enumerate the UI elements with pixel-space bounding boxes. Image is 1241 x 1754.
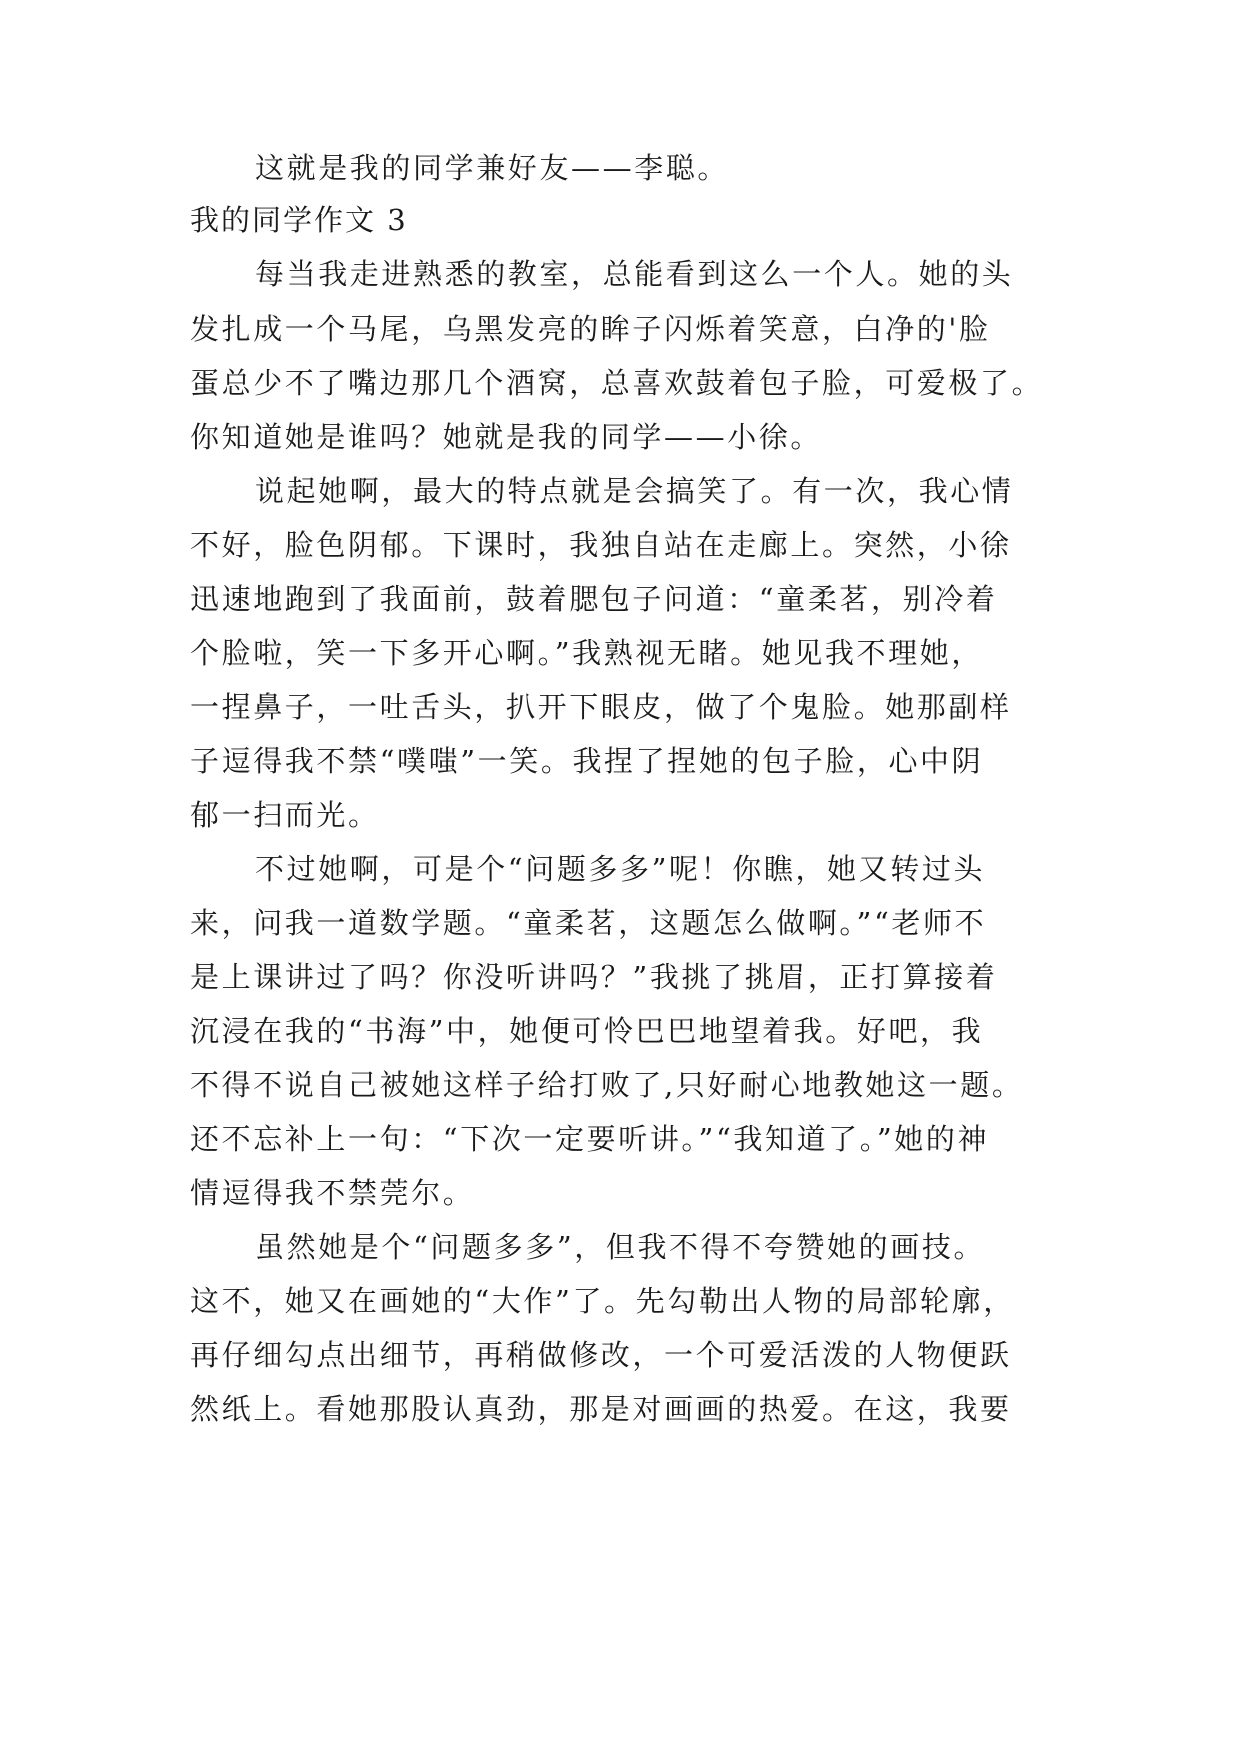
paragraph-line: 虽然她是个“问题多多”，但我不得不夸赞她的画技。 [255,1230,986,1264]
paragraph-line: 还不忘补上一句：“下次一定要听讲。”“我知道了。”她的神 [190,1122,990,1156]
paragraph-line: 蛋总少不了嘴边那几个酒窝，总喜欢鼓着包子脸，可爱极了。 [190,366,1044,400]
paragraph-line: 一捏鼻子，一吐舌头，扒开下眼皮，做了个鬼脸。她那副样 [190,690,1012,724]
paragraph-line: 每当我走进熟悉的教室，总能看到这么一个人。她的头 [255,257,1014,291]
paragraph-line: 不过她啊，可是个“问题多多”呢！你瞧，她又转过头 [255,852,986,886]
paragraph-line: 来，问我一道数学题。“童柔茗，这题怎么做啊。”“老师不 [190,906,987,940]
paragraph-line: 这就是我的同学兼好友——李聪。 [255,151,730,185]
paragraph-line: 个脸啦，笑一下多开心啊。”我熟视无睹。她见我不理她， [190,636,983,670]
paragraph-line: 说起她啊，最大的特点就是会搞笑了。有一次，我心情 [255,474,1014,508]
paragraph-line: 然纸上。看她那股认真劲，那是对画画的热爱。在这，我要 [190,1392,1012,1426]
paragraph-line: 情逗得我不禁莞尔。 [190,1176,475,1210]
paragraph-line: 你知道她是谁吗？她就是我的同学——小徐。 [190,420,823,454]
paragraph-line: 郁一扫而光。 [190,798,380,832]
paragraph-line: 再仔细勾点出细节，再稍做修改，一个可爱活泼的人物便跃 [190,1338,1012,1372]
paragraph-line: 发扎成一个马尾，乌黑发亮的眸子闪烁着笑意，白净的'脸 [190,312,991,346]
paragraph-line: 不好，脸色阴郁。下课时，我独自站在走廊上。突然，小徐 [190,528,1012,562]
paragraph-line: 不得不说自己被她这样子给打败了,只好耐心地教她这一题。 [190,1068,1024,1102]
paragraph-line: 沉浸在我的“书海”中，她便可怜巴巴地望着我。好吧，我 [190,1014,984,1048]
paragraph-line: 这不，她又在画她的“大作”了。先勾勒出人物的局部轮廓， [190,1284,1015,1318]
paragraph-line: 子逗得我不禁“噗嗤”一笑。我捏了捏她的包子脸，心中阴 [190,744,984,778]
paragraph-line: 是上课讲过了吗？你没听讲吗？”我挑了挑眉，正打算接着 [190,960,998,994]
paragraph-line: 迅速地跑到了我面前，鼓着腮包子问道：“童柔茗，别冷着 [190,582,998,616]
section-heading: 我的同学作文 3 [190,203,408,237]
